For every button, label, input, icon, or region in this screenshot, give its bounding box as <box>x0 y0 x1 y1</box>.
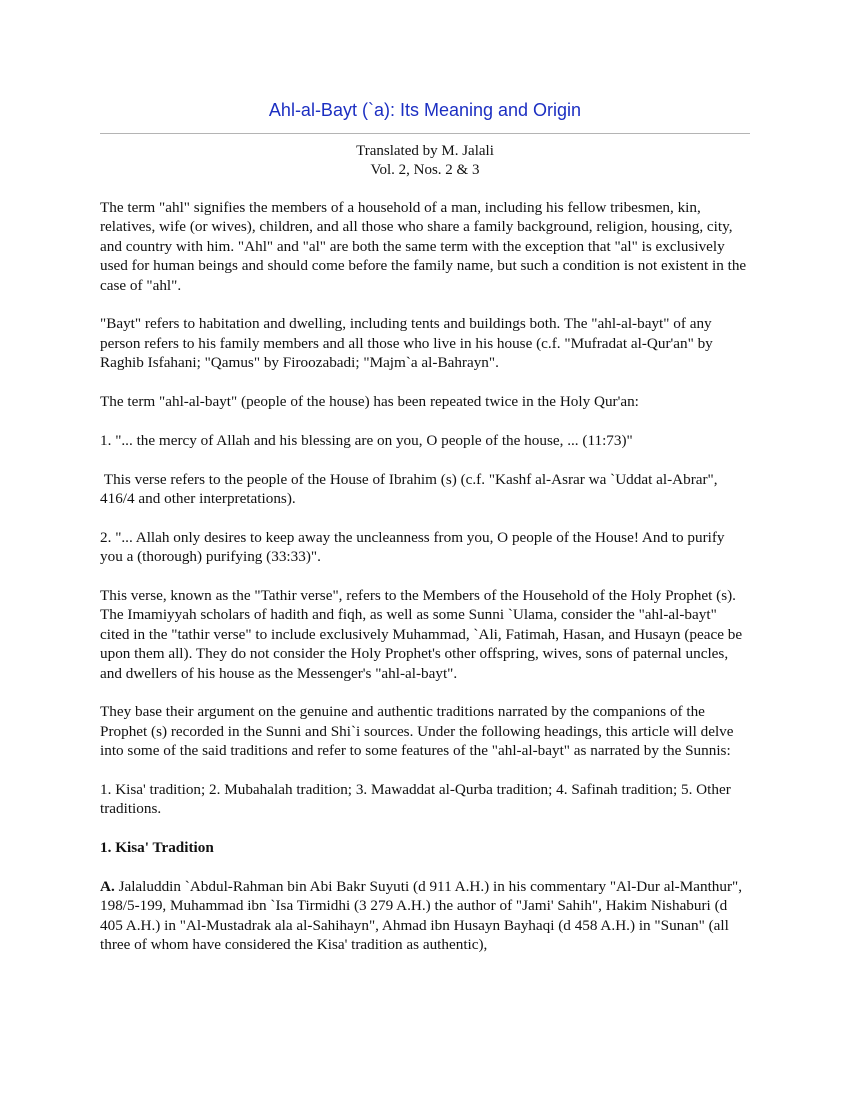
section-heading-kisa: 1. Kisa' Tradition <box>100 839 214 857</box>
paragraph-ahl-definition: The term "ahl" signifies the members of a household of a man, including his fellow tribesmen, kin, relatives, wife (or wives), children, and all those who share a family background, religion, housing, city, and country with him. "Ahl" and "al" are both the same term with the exception that "al" is exclusively used for human beings and should come before the family name, but such a condition is not existent in the case of "ahl". <box>100 199 747 294</box>
paragraph-verse-one-note: This verse refers to the people of the House of Ibrahim (s) (c.f. "Kashf al-Asrar wa `Uddat al-Abrar", 416/4 and other interpretations). <box>100 470 722 508</box>
paragraph-tradition-list: 1. Kisa' tradition; 2. Mubahalah tradition; 3. Mawaddat al-Qurba tradition; 4. Safinah tradition; 5. Other traditions. <box>100 781 731 818</box>
paragraph-quran-mention: The term "ahl-al-bayt" (people of the house) has been repeated twice in the Holy Qur'an: <box>100 393 639 411</box>
volume-line: Vol. 2, Nos. 2 & 3 <box>370 162 480 178</box>
paragraph-verse-two: 2. "... Allah only desires to keep away the uncleanness from you, O people of the House! And to purify you a (thorough) purifying (33:33)". <box>100 528 725 566</box>
article-body <box>100 198 750 974</box>
paragraph-tathir-verse: This verse, known as the "Tathir verse", refers to the Members of the Household of the Holy Prophet (s). The Imamiyyah scholars of hadith and fiqh, as well as some Sunni `Ulama, consider the "ahl-al-bayt" cited in the "tathir verse" to include exclusively Muhammad, `Ali, Fatimah, Hasan, and Husayn (peace be upon them all). They do not consider the Holy Prophet's other offspring, wives, sons of paternal uncles, and dwellers of his house as the Messenger's "ahl-al-bayt". <box>100 587 743 682</box>
page-title: Ahl-al-Bayt (`a): Its Meaning and Origin <box>268 100 582 120</box>
paragraph-kisa-a-text: Jalaluddin `Abdul-Rahman bin Abi Bakr Suyuti (d 911 A.H.) in his commentary "Al-Dur al-Manthur", 198/5-199, Muhammad ibn `Isa Tirmidhi (3 279 A.H.) the author of "Jami' Sahih", Hakim Nishaburi (d 405 A.H.) in "Al-Mustadrak ala al-Sahihayn", Ahmad ibn Husayn Bayhaqi (d 458 A.H.) in "Sunan" (all three of whom have considered the Kisa' tradition as authentic), <box>100 878 743 954</box>
paragraph-bayt-definition: "Bayt" refers to habitation and dwelling, including tents and buildings both. The "ahl-al-bayt" of any person refers to his family members and all those who live in his house (c.f. "Mufradat al-Qur'an" by Raghib Isfahani; "Qamus" by Firoozabadi; "Majm`a al-Bahrayn". <box>100 315 713 372</box>
paragraph-kisa-a <box>100 877 750 955</box>
paragraph-verse-one: 1. "... the mercy of Allah and his blessing are on you, O people of the house, ... (11:73)" <box>100 431 633 449</box>
paragraph-lead-label: A. <box>100 878 115 896</box>
title-divider <box>100 133 750 134</box>
byline <box>100 142 750 180</box>
translator-line: Translated by M. Jalali <box>356 143 494 159</box>
paragraph-argument: They base their argument on the genuine and authentic traditions narrated by the companions of the Prophet (s) recorded in the Sunni and Shi`i sources. Under the following headings, this article will delve into some of the said traditions and refer to some features of the "ahl-al-bayt" as narrated by the Sunnis: <box>100 703 734 760</box>
